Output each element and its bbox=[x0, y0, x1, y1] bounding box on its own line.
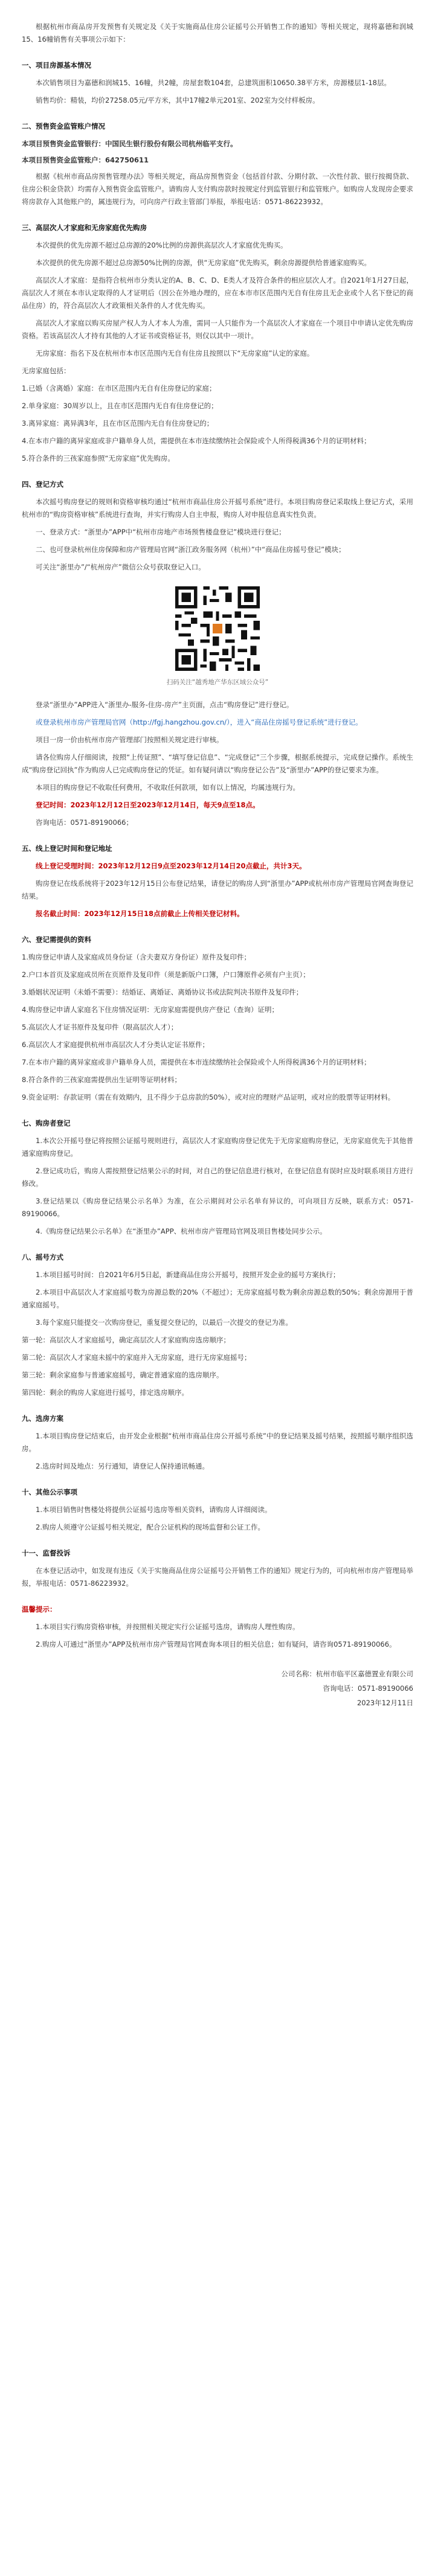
section-7-paragraph-1: 1.本次公开摇号登记将按照公证摇号规则进行，高层次人才家庭购房登记优先于无房家庭购房登记，无房家庭优先于其他普通家庭购房登记。 bbox=[22, 1136, 413, 1158]
section-9-paragraph-1: 1.本项目购房登记结束后，由开发企业根据“杭州市商品住房公开摇号系统”中的登记结果及摇号结果，按照摇号顺序组织选房。 bbox=[22, 1432, 413, 1453]
section-4-paragraph-4: 可关注“浙里办”/“杭州房产”微信公众号获取登记入口。 bbox=[36, 563, 205, 571]
section-5-title: 五、线上登记时间和登记地址 bbox=[22, 844, 112, 853]
section-4-paragraph-3: 二、也可登录杭州住房保障和房产管理局官网“浙江政务服务网（杭州）”中“商品住房摇号登记”模块； bbox=[36, 545, 346, 554]
section-3-title: 三、高层次人才家庭和无房家庭优先购房 bbox=[22, 223, 147, 232]
section-6-list-item: 4.购房登记申请人家庭名下住房情况证明：无房家庭需提供房产登记（查询）证明； bbox=[22, 1005, 279, 1014]
section-8-list-item: 第二轮：高层次人才家庭未摇中的家庭并入无房家庭，进行无房家庭摇号； bbox=[22, 1353, 251, 1362]
section-3-paragraph-5: 无房家庭：指名下及在杭州市本市区范围内无自有住房且按照以下“无房家庭”认定的家庭。 bbox=[36, 349, 314, 357]
section-3-paragraph-6: 无房家庭包括： bbox=[22, 367, 71, 375]
section-2-title: 二、预售资金监管账户情况 bbox=[22, 122, 105, 130]
section-3-list-item: 5.符合条件的三孩家庭参照“无房家庭”优先购房。 bbox=[22, 454, 175, 463]
section-5-paragraph-3: 报名截止时间：2023年12月15日18点前截止上传相关登记材料。 bbox=[36, 909, 244, 918]
section-8-paragraph-2: 2.本项目中高层次人才家庭摇号数为房源总数的20%（不超过）；无房家庭摇号数为剩余房源总数的50%；剩余房源用于普通家庭摇号。 bbox=[22, 1288, 413, 1309]
section-8-list-item: 第四轮：剩余的购房人家庭进行摇号，排定选房顺序。 bbox=[22, 1388, 188, 1397]
section-7-paragraph-3: 3.登记结果以《购房登记结果公示名单》为准，在公示期间对公示名单有异议的，可向项目方反映，联系方式：0571-89190066。 bbox=[22, 1197, 413, 1218]
section-5-paragraph-2: 购房登记在线系统将于2023年12月15日公布登记结果，请登记的购房人到“浙里办”APP或杭州市房产管理局官网查询登记结果。 bbox=[22, 879, 413, 900]
section-1-paragraph-2: 销售均价：精装，均价27258.05元/平方米，其中17幢2单元201室、202室为交付样板房。 bbox=[36, 96, 320, 104]
section-7-paragraph-4: 4.《购房登记结果公示名单》在“浙里办”APP、杭州市房产管理局官网及项目售楼处同步公示。 bbox=[36, 1227, 327, 1235]
section-1-paragraph-1: 本次销售项目为嘉德和润城15、16幢，共2幢，房屋套数104套，总建筑面积10650.38平方米，房源楼层1-18层。 bbox=[36, 78, 392, 87]
section-10-paragraph-2: 2.购房人须遵守公证摇号相关规定，配合公证机构的现场监督和公证工作。 bbox=[36, 1523, 265, 1531]
section-6-list-item: 6.高层次人才家庭提供杭州市高层次人才分类认定证书原件； bbox=[22, 1040, 209, 1049]
section-3-list-item: 3.离异家庭：离异满3年，且在市区范围内无自有住房登记的； bbox=[22, 419, 214, 428]
section-6-list-item: 3.婚姻状况证明（未婚不需要）：结婚证、离婚证、离婚协议书或法院判决书原件及复印件； bbox=[22, 988, 303, 996]
section-4-paragraph-5: 登录“浙里办”APP进入“浙里办-服务-住房-房产”主页面，点击“购房登记”进行登记。 bbox=[36, 700, 294, 709]
supervision-account: 本项目预售资金监管账户：642750611 bbox=[22, 156, 149, 164]
section-3-list-item: 4.在本市户籍的离异家庭或非户籍单身人员，需提供在本市连续缴纳社会保险或个人所得税满36个月的证明材料； bbox=[22, 437, 371, 445]
section-8-list-item: 第一轮：高层次人才家庭摇号，确定高层次人才家庭购房选房顺序； bbox=[22, 1336, 230, 1344]
section-4-title: 四、登记方式 bbox=[22, 480, 63, 489]
section-3-paragraph-1: 本次提供的优先房源不超过总房源的20%比例的房源供高层次人才家庭优先购买。 bbox=[36, 241, 288, 249]
section-9-title: 九、选房方案 bbox=[22, 1414, 63, 1423]
section-9-paragraph-2: 2.选房时间及地点：另行通知，请登记人保持通讯畅通。 bbox=[36, 1462, 209, 1470]
section-6-list-item: 5.高层次人才证书原件及复印件（限高层次人才）； bbox=[22, 1023, 178, 1031]
warning-title: 温馨提示： bbox=[22, 1605, 57, 1613]
contact-phone: 咨询电话：0571-89190066 bbox=[323, 1684, 413, 1693]
intro-paragraph: 根据杭州市商品房开发预售有关规定及《关于实施商品住房公证摇号公开销售工作的通知》等相关规定，现将嘉德和润城15、16幢销售有关事项公示如下： bbox=[22, 22, 413, 43]
section-6-list-item: 9.资金证明：存款证明（需在有效期内，且不得少于总房款的50%），或对应的理财产品证明，或对应的股票等证明材料。 bbox=[22, 1093, 395, 1101]
section-1-title: 一、项目房源基本情况 bbox=[22, 61, 91, 69]
section-6-list-item: 2.户口本首页及家庭成员所在页原件及复印件（须是新版户口簿，户口簿原件必须有户主页）； bbox=[22, 970, 310, 979]
section-4-paragraph-8: 请各位购房人仔细阅读，按照“上传证照”、“填写登记信息”、“完成登记”三个步骤，根据系统提示，完成登记操作。系统生成“购房登记回执”作为购房人已完成购房登记的凭证。如有疑问请以“购房登记公告”及“浙里办”APP的登记要求为准。 bbox=[22, 753, 413, 774]
company-name: 公司名称：杭州市临平区嘉德置业有限公司 bbox=[281, 1670, 413, 1678]
consult-phone: 咨询电话：0571-89190066； bbox=[36, 818, 133, 827]
section-10-title: 十、其他公示事项 bbox=[22, 1488, 77, 1496]
section-3-list-item: 2.单身家庭：30周岁以上，且在市区范围内无自有住房登记的； bbox=[22, 402, 218, 410]
section-4-paragraph-1: 本次摇号购房登记的规则和资格审核均通过“杭州市商品住房公开摇号系统”进行。本项目购房登记采取线上登记方式，采用杭州市的“购房资格审核”系统进行查询，并实行购房人自主申报，购房人对申报信息真实性负责。 bbox=[22, 498, 413, 519]
section-5-paragraph-1: 线上登记受理时间：2023年12月12日9点至2023年12月14日20点截止，共计3天。 bbox=[36, 862, 306, 870]
supervision-bank: 本项目预售资金监管银行：中国民生银行股份有限公司杭州临平支行。 bbox=[22, 139, 237, 148]
signature-block bbox=[22, 1667, 413, 1710]
section-2-paragraph: 根据《杭州市商品房预售管理办法》等相关规定，商品房预售资金（包括首付款、分期付款、一次性付款、银行按揭贷款、住房公积金贷款）均需存入预售资金监管账户。请购房人支付购房款时按规定付到监管银行和监管账户。如购房人发现房企要求将房款存入其他账户的，属违规行为，可向房产行政主管部门举报，举报电话：0571-86223932。 bbox=[22, 172, 413, 206]
section-7-title: 七、购房者登记 bbox=[22, 1119, 71, 1127]
section-3-paragraph-3: 高层次人才家庭：是指符合杭州市分类认定的A、B、C、D、E类人才及符合条件的相应层次人才。自2021年1月27日起，高层次人才须在本市认定取得的人才证明后（因公在外地办理的，应在本市市区范围内无自有住房且无企业或个人名下登记的商品住房）的，符合高层次人才政策相关条件的人才优先购买。 bbox=[22, 276, 413, 310]
warning-paragraph-1: 1.本项目实行购房资格审核，并按照相关规定实行公证摇号选房，请购房人理性购房。 bbox=[36, 1623, 300, 1631]
section-4-paragraph-6: 或登录杭州市房产管理局官网（http://fgj.hangzhou.gov.cn/），进入“商品住房摇号登记系统”进行登记。 bbox=[36, 718, 362, 726]
section-4-paragraph-2: 一、登录方式：“浙里办”APP中“杭州市房地产市场预售楼盘登记”模块进行登记； bbox=[36, 528, 286, 536]
section-10-paragraph-1: 1.本项目销售时售楼处将提供公证摇号选房等相关资料，请购房人详细阅读。 bbox=[36, 1505, 272, 1514]
notice-date: 2023年12月11日 bbox=[356, 1699, 413, 1707]
section-7-paragraph-2: 2.登记成功后，购房人需按照登记结果公示的时间，对自己的登记信息进行核对，在登记信息有误时应及时联系项目方进行修改。 bbox=[22, 1167, 413, 1188]
section-8-title: 八、摇号方式 bbox=[22, 1253, 63, 1261]
qr-code-block bbox=[22, 583, 413, 689]
section-11-paragraph-1: 在本登记活动中，如发现有违反《关于实施商品住房公证摇号公开销售工作的通知》规定行为的，可向杭州市房产管理局举报，举报电话：0571-86223932。 bbox=[22, 1566, 413, 1588]
section-3-list-item: 1.已婚（含离婚）家庭：在市区范围内无自有住房登记的家庭； bbox=[22, 384, 216, 392]
section-8-paragraph-1: 1.本项目摇号时间：自2021年6月5日起，新建商品住房公开摇号，按照开发企业的摇号方案执行； bbox=[36, 1270, 340, 1279]
section-6-list-item: 8.符合条件的三孩家庭需提供出生证明等证明材料； bbox=[22, 1075, 181, 1084]
section-8-paragraph-3: 3.每个家庭只能提交一次购房登记，重复提交登记的，以最后一次提交的登记为准。 bbox=[36, 1318, 292, 1327]
section-4-paragraph-9: 本项目的购房登记不收取任何费用，不收取任何款项，如有以上情况，均属违规行为。 bbox=[36, 783, 300, 792]
registration-time: 登记时间：2023年12月12日至2023年12月14日，每天9点至18点。 bbox=[36, 801, 260, 809]
section-6-title: 六、登记需提供的资料 bbox=[22, 935, 91, 944]
warning-paragraph-2: 2.购房人可通过“浙里办”APP及杭州市房产管理局官网查询本项目的相关信息；如有疑问，请咨询0571-89190066。 bbox=[36, 1640, 396, 1648]
section-3-paragraph-2: 本次提供的优先房源不超过总房源50%比例的房源，供“无房家庭”优先购买，剩余房源提供给普通家庭购买。 bbox=[36, 258, 371, 267]
section-11-title: 十一、监督投诉 bbox=[22, 1549, 71, 1557]
section-3-paragraph-4: 高层次人才家庭以购买房屋产权人为人才本人为准，需同一人只能作为一个高层次人才家庭在一个项目中申请认定优先购房资格。若该高层次人才持有其他的人才证书或资格证书，则仅以其中一项计。 bbox=[22, 319, 413, 340]
section-6-list-item: 7.在本市户籍的离异家庭或非户籍单身人员，需提供在本市连续缴纳社会保险或个人所得税满36个月的证明材料； bbox=[22, 1058, 371, 1066]
qr-code-icon bbox=[172, 583, 263, 674]
section-4-paragraph-7: 项目一房一价由杭州市房产管理部门按照相关规定进行审核。 bbox=[36, 735, 224, 744]
section-8-list-item: 第三轮：剩余家庭参与普通家庭摇号，确定普通家庭的选房顺序。 bbox=[22, 1371, 224, 1379]
qr-caption: 扫码关注“越秀地产华东区域公众号” bbox=[166, 679, 269, 686]
section-6-list-item: 1.购房登记申请人及家庭成员身份证（含夫妻双方身份证）原件及复印件； bbox=[22, 953, 251, 961]
